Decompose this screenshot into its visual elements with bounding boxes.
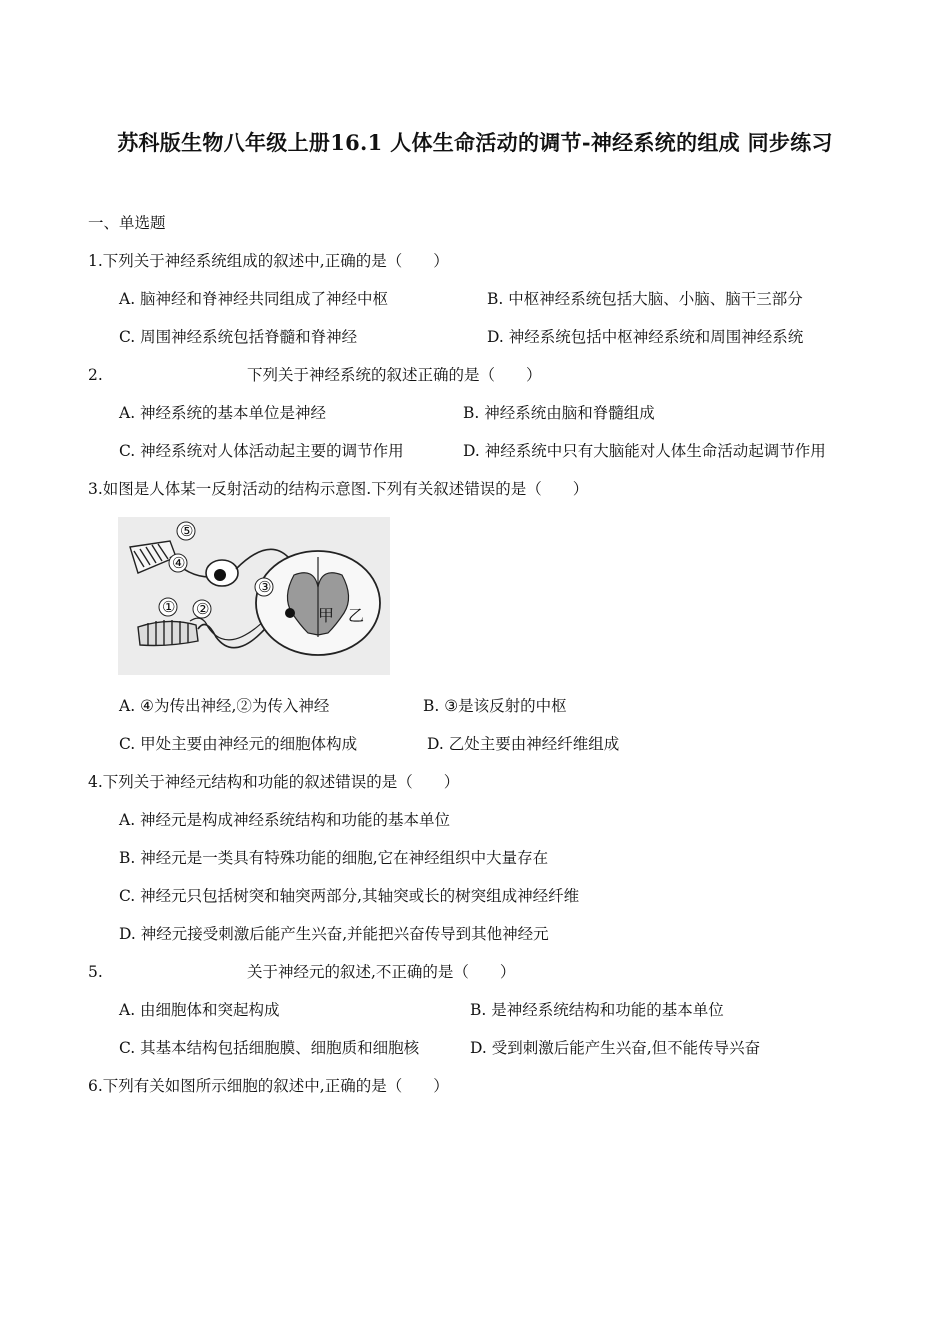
label-5: ⑤ [180,522,194,540]
question-6-stem: 6.下列有关如图所示细胞的叙述中,正确的是（ ） [88,1077,449,1095]
question-5-option-b: B. 是神经系统结构和功能的基本单位 [470,1001,724,1019]
question-1-stem: 1.下列关于神经系统组成的叙述中,正确的是（ ） [88,252,449,270]
question-3-stem: 3.如图是人体某一反射活动的结构示意图.下列有关叙述错误的是（ ） [88,480,589,498]
question-2-option-d: D. 神经系统中只有大脑能对人体生命活动起调节作用 [463,442,826,460]
question-2-number: 2. [88,366,103,384]
label-2: ② [196,600,210,618]
question-5-option-d: D. 受到刺激后能产生兴奋,但不能传导兴奋 [470,1039,761,1057]
question-4-option-b: B. 神经元是一类具有特殊功能的细胞,它在神经组织中大量存在 [119,849,549,867]
label-1: ① [162,598,176,616]
question-2-option-a: A. 神经系统的基本单位是神经 [119,404,327,422]
question-1-option-d: D. 神经系统包括中枢神经系统和周围神经系统 [487,328,804,346]
question-4-option-a: A. 神经元是构成神经系统结构和功能的基本单位 [119,811,451,829]
question-3-option-b: B. ③是该反射的中枢 [423,697,567,715]
section-heading: 一、单选题 [88,214,166,232]
question-2-option-c: C. 神经系统对人体活动起主要的调节作用 [119,442,404,460]
question-5-number: 5. [88,963,103,981]
reflex-arc-diagram [118,517,390,675]
question-1-option-c: C. 周围神经系统包括脊髓和脊神经 [119,328,358,346]
question-1-option-a: A. 脑神经和脊神经共同组成了神经中枢 [119,290,389,308]
question-4-option-c: C. 神经元只包括树突和轴突两部分,其轴突或长的树突组成神经纤维 [119,887,580,905]
question-3-option-d: D. 乙处主要由神经纤维组成 [427,735,620,753]
question-2-stem: 下列关于神经系统的叙述正确的是（ ） [247,366,542,384]
label-4: ④ [172,554,186,572]
question-4-option-d: D. 神经元接受刺激后能产生兴奋,并能把兴奋传导到其他神经元 [119,925,549,943]
question-3-option-c: C. 甲处主要由神经元的细胞体构成 [119,735,358,753]
question-2-option-b: B. 神经系统由脑和脊髓组成 [463,404,655,422]
page-title: 苏科版生物八年级上册16.1 人体生命活动的调节-神经系统的组成 同步练习 [117,130,833,155]
question-4-stem: 4.下列关于神经元结构和功能的叙述错误的是（ ） [88,773,460,791]
question-5-stem: 关于神经元的叙述,不正确的是（ ） [247,963,516,981]
question-1-option-b: B. 中枢神经系统包括大脑、小脑、脑干三部分 [487,290,803,308]
question-3-option-a: A. ④为传出神经,②为传入神经 [119,697,330,715]
question-5-option-c: C. 其基本结构包括细胞膜、细胞质和细胞核 [119,1039,420,1057]
label-yi: 乙 [348,606,365,625]
effector-muscle [138,620,198,646]
label-jia: 甲 [318,606,335,625]
question-5-option-a: A. 由细胞体和突起构成 [119,1001,280,1019]
label-3: ③ [258,578,272,596]
